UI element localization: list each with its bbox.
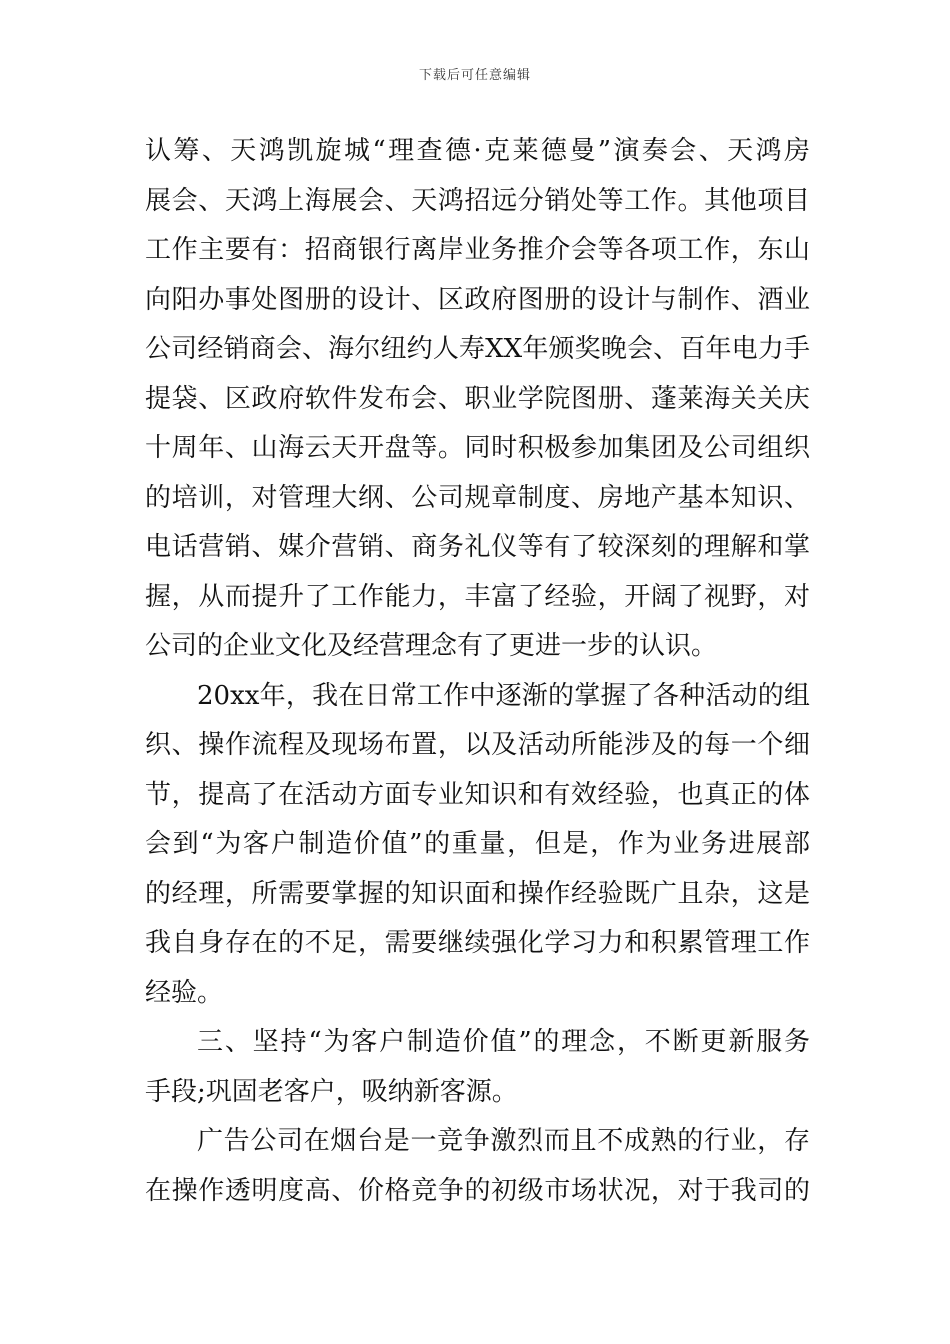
text-line: 经验。 [145, 977, 224, 1008]
text-line: 握，从而提升了工作能力，丰富了经验，开阔了视野，对 [145, 581, 810, 612]
text-line: 公司经销商会、海尔纽约人寿XX年颁奖晚会、百年电力手 [145, 334, 810, 364]
text-line: 织、操作流程及现场布置，以及活动所能涉及的每一个细 [145, 730, 810, 760]
text-line: 节，提高了在活动方面专业知识和有效经验，也真正的体 [145, 779, 810, 810]
text-line: 认筹、天鸿凯旋城“理查德·克莱德曼”演奏会、天鸿房 [145, 136, 810, 166]
text-line: 展会、天鸿上海展会、天鸿招远分销处等工作。其他项目 [145, 185, 810, 216]
text-line: 向阳办事处图册的设计、区政府图册的设计与制作、酒业 [145, 284, 810, 315]
text-line: 十周年、山海云天开盘等。同时积极参加集团及公司组织 [145, 433, 810, 463]
text-line: 公司的企业文化及经营理念有了更进一步的认识。 [145, 631, 718, 661]
text-line: 三、坚持“为客户制造价值”的理念，不断更新服务 [197, 1027, 810, 1057]
text-line: 电话营销、媒介营销、商务礼仪等有了较深刻的理解和掌 [145, 532, 810, 562]
text-line: 会到“为客户制造价值”的重量，但是，作为业务进展部 [145, 829, 810, 859]
text-line: 提袋、区政府软件发布会、职业学院图册、蓬莱海关关庆 [145, 383, 810, 414]
text-line: 在操作透明度高、价格竞争的初级市场状况，对于我司的 [145, 1175, 810, 1206]
document-body [145, 127, 810, 1216]
text-line: 我自身存在的不足，需要继续强化学习力和积累管理工作 [145, 928, 810, 958]
text-line: 的培训，对管理大纲、公司规章制度、房地产基本知识、 [145, 482, 810, 513]
page-header: 下载后可任意编辑 [418, 68, 531, 83]
text-line: 20xx年，我在日常工作中逐渐的掌握了各种活动的组 [197, 680, 810, 711]
text-line: 的经理，所需要掌握的知识面和操作经验既广且杂，这是 [145, 878, 810, 909]
text-line: 工作主要有：招商银行离岸业务推介会等各项工作，东山 [145, 235, 810, 265]
text-line: 广告公司在烟台是一竞争激烈而且不成熟的行业，存 [197, 1126, 810, 1156]
text-line: 手段;巩固老客户，吸纳新客源。 [145, 1076, 518, 1107]
